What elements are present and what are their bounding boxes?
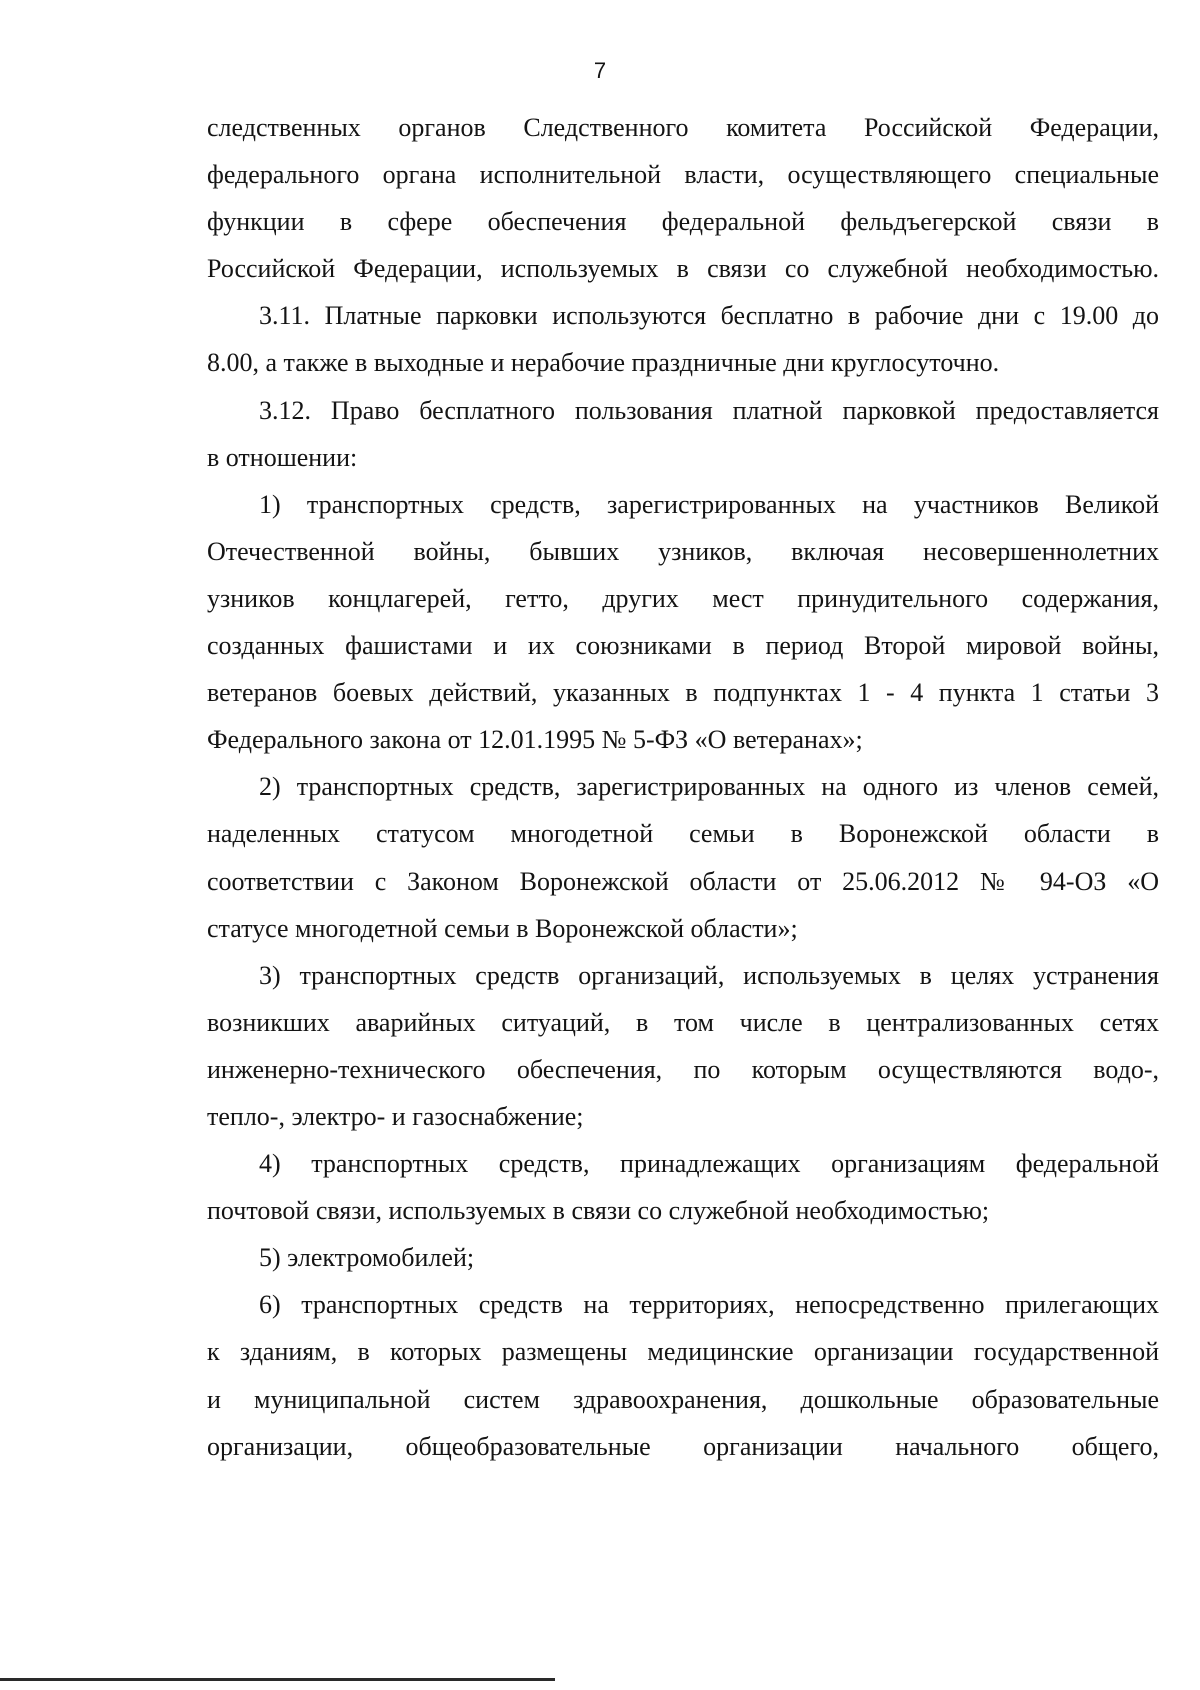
text-line: 1) транспортных средств, зарегистрированных на участников Великой (259, 489, 1159, 519)
text-line: 8.00, а также в выходные и нерабочие праздничные дни круглосуточно. (207, 348, 1000, 378)
text-line: Федерального закона от 12.01.1995 № 5-ФЗ «О ветеранах»; (207, 725, 863, 755)
text-line: инженерно-технического обеспечения, по которым осуществляются водо-, (207, 1054, 1159, 1084)
text-line: следственных органов Следственного комитета Российской Федерации, (207, 113, 1159, 142)
text-line: статусе многодетной семьи в Воронежской области»; (207, 913, 798, 943)
text-line: Отечественной войны, бывших узников, включая несовершеннолетних (207, 536, 1159, 566)
text-line: наделенных статусом многодетной семьи в Воронежской области в (207, 819, 1159, 849)
text-line: 3.12. Право бесплатного пользования платной парковкой предоставляется (259, 395, 1159, 425)
text-line: узников концлагерей, гетто, других мест принудительного содержания, (207, 583, 1159, 613)
text-line: в отношении: (207, 442, 358, 472)
document-body (207, 104, 1159, 1470)
bottom-rule (0, 1678, 555, 1681)
text-line: созданных фашистами и их союзниками в период Второй мировой войны, (207, 631, 1159, 661)
text-line: федерального органа исполнительной власти, осуществляющего специальные (207, 160, 1159, 190)
text-line: тепло-, электро- и газоснабжение; (207, 1101, 584, 1131)
text-line: 6) транспортных средств на территориях, непосредственно прилегающих (259, 1290, 1159, 1320)
text-line: 3) транспортных средств организаций, используемых в целях устранения (259, 960, 1159, 990)
text-line: возникших аварийных ситуаций, в том числе в централизованных сетях (207, 1007, 1159, 1037)
page-number: 7 (593, 58, 607, 83)
text-line: ветеранов боевых действий, указанных в подпунктах 1 - 4 пункта 1 статьи 3 (207, 678, 1159, 708)
text-line: и муниципальной систем здравоохранения, дошкольные образовательные (207, 1384, 1159, 1414)
text-line: 3.11. Платные парковки используются бесплатно в рабочие дни с 19.00 до (259, 301, 1159, 331)
text-line: 4) транспортных средств, принадлежащих организациям федеральной (259, 1149, 1159, 1179)
text-line: почтовой связи, используемых в связи со служебной необходимостью; (207, 1196, 990, 1226)
text-line: 2) транспортных средств, зарегистрированных на одного из членов семей, (259, 772, 1159, 802)
text-line: к зданиям, в которых размещены медицинские организации государственной (207, 1337, 1159, 1367)
text-line: функции в сфере обеспечения федеральной фельдъегерской связи в (207, 207, 1159, 237)
text-line: организации, общеобразовательные организации начального общего, (207, 1431, 1159, 1461)
text-line: соответствии с Законом Воронежской области от 25.06.2012 № 94-ОЗ «О (207, 866, 1159, 896)
text-line: Российской Федерации, используемых в связи со служебной необходимостью. (207, 254, 1159, 284)
text-line: 5) электромобилей; (259, 1243, 475, 1273)
